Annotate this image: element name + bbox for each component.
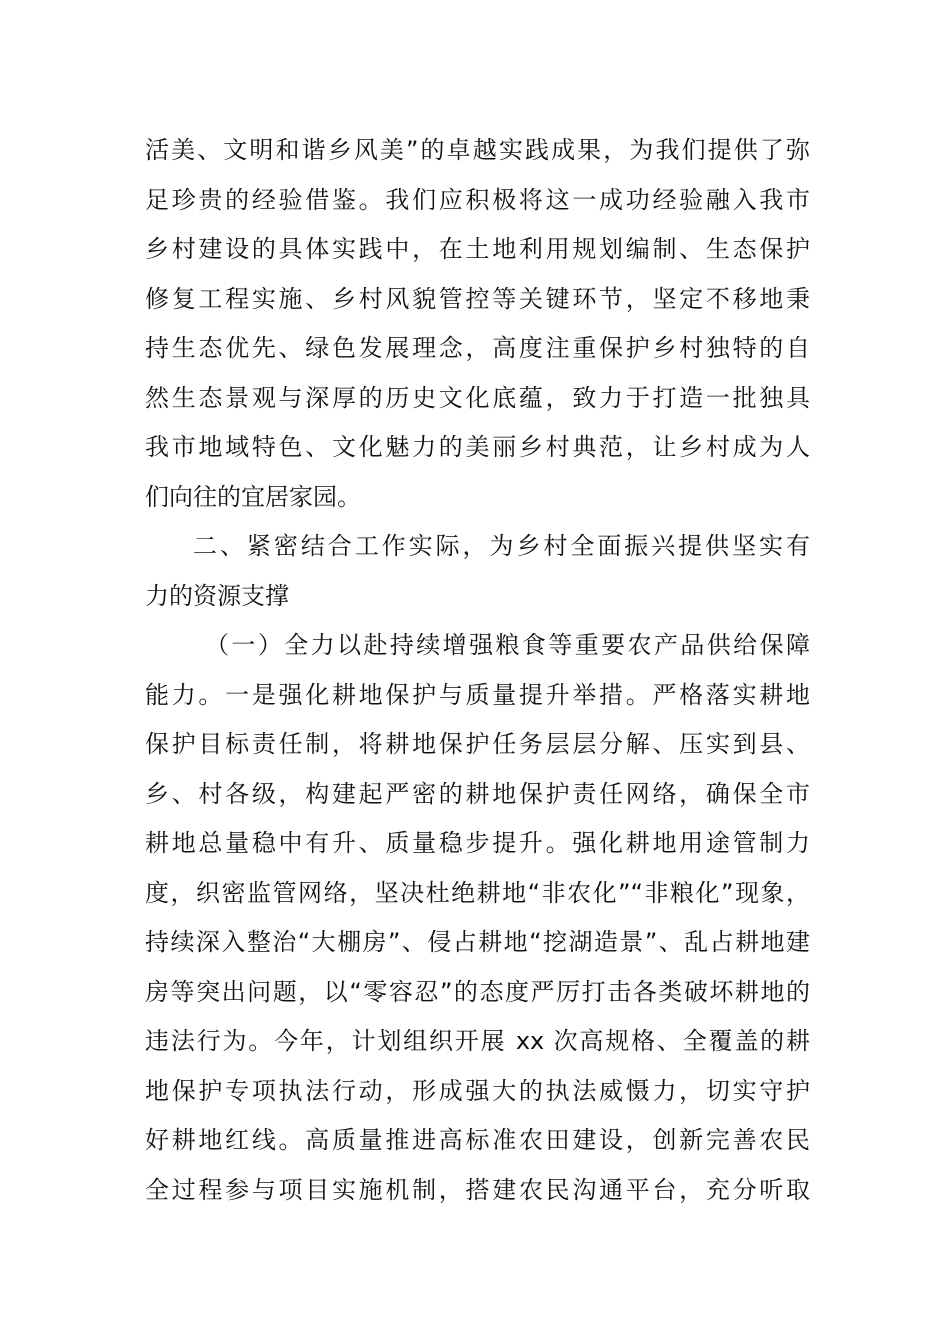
text-line: （一）全力以赴持续增强粮食等重要农产品供给保障 xyxy=(205,631,810,659)
text-line: 们向往的宜居家园。 xyxy=(145,482,361,511)
section-heading xyxy=(145,522,810,621)
text-line: 持生态优先、绿色发展理念，高度注重保护乡村独特的自 xyxy=(145,334,810,362)
text-line: 活美、文明和谐乡风美”的卓越实践成果，为我们提供了弥 xyxy=(145,136,810,164)
text-line: 乡村建设的具体实践中，在土地利用规划编制、生态保护 xyxy=(145,235,810,263)
text-line: 修复工程实施、乡村风貌管控等关键环节，坚定不移地秉 xyxy=(145,284,810,313)
text-line: 乡、村各级，构建起严密的耕地保护责任网络，确保全市 xyxy=(145,779,810,808)
paragraph-continuation xyxy=(145,126,810,522)
text-line: 持续深入整治“大棚房”、侵占耕地“挖湖造景”、乱占耕地建 xyxy=(145,928,810,956)
text-line: 耕地总量稳中有升、质量稳步提升。强化耕地用途管制力 xyxy=(145,829,810,857)
text-line: 力的资源支撑 xyxy=(145,581,289,610)
paragraph-body xyxy=(145,621,810,1215)
text-line: 二、紧密结合工作实际，为乡村全面振兴提供坚实有 xyxy=(193,532,810,560)
text-line: 足珍贵的经验借鉴。我们应积极将这一成功经验融入我市 xyxy=(145,185,810,214)
text-line: 全过程参与项目实施机制，搭建农民沟通平台，充分听取 xyxy=(145,1175,810,1204)
text-line: 然生态景观与深厚的历史文化底蕴，致力于打造一批独具 xyxy=(145,383,810,412)
text-line: 违法行为。今年，计划组织开展 xx 次高规格、全覆盖的耕 xyxy=(145,1027,810,1055)
text-line: 我市地域特色、文化魅力的美丽乡村典范，让乡村成为人 xyxy=(145,433,810,461)
text-line: 保护目标责任制，将耕地保护任务层层分解、压实到县、 xyxy=(145,730,810,758)
text-line: 房等突出问题，以“零容忍”的态度严厉打击各类破坏耕地的 xyxy=(145,977,810,1006)
document-body xyxy=(145,126,810,1215)
text-line: 度，织密监管网络，坚决杜绝耕地“非农化”“非粮化”现象， xyxy=(145,878,810,907)
text-line: 地保护专项执法行动，形成强大的执法威慑力，切实守护 xyxy=(145,1076,810,1105)
text-line: 好耕地红线。高质量推进高标准农田建设，创新完善农民 xyxy=(145,1126,810,1154)
text-line: 能力。一是强化耕地保护与质量提升举措。严格落实耕地 xyxy=(145,680,810,709)
